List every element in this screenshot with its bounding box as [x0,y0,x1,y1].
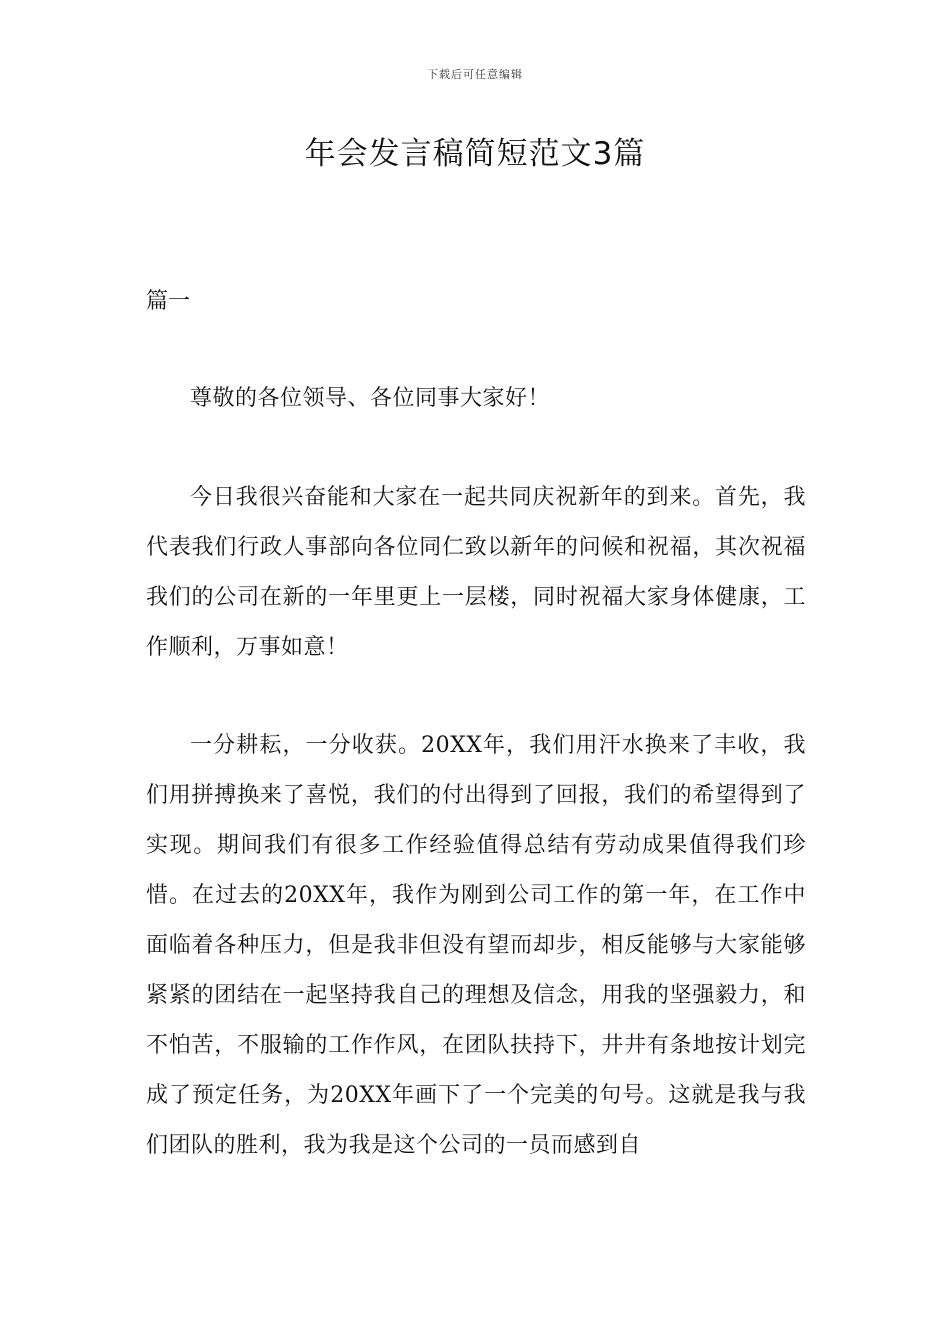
section-label: 篇一 [146,289,191,314]
paragraph-greeting: 尊敬的各位领导、各位同事大家好！ [190,386,551,411]
paragraph-year-review: 一分耕耘，一分收获。20XX年，我们用汗水换来了丰收，我们用拼搏换来了喜悦，我们的付出得到了回报，我们的希望得到了实现。期间我们有很多工作经验值得总结有劳动成果值得我们珍惜。在过去的20XX年，我作为刚到公司工作的第一年，在工作中面临着各种压力，但是我非但没有望而却步，相反能够与大家能够紧紧的团结在一起坚持我自己的理想及信念，用我的坚强毅力，和不怕苦，不服输的工作作风，在团队扶持下，井井有条地按计划完成了预定任务，为20XX年画下了一个完美的句号。这就是我与我们团队的胜利，我为我是这个公司的一员而感到自 [146,733,806,1158]
header-note: 下载后可任意编辑 [427,68,523,81]
paragraph-new-year-wishes: 今日我很兴奋能和大家在一起共同庆祝新年的到来。首先，我代表我们行政人事部向各位同仁致以新年的问候和祝福，其次祝福我们的公司在新的一年里更上一层楼，同时祝福大家身体健康，工作顺利，万事如意！ [146,485,806,660]
document-title: 年会发言稿简短范文3篇 [304,136,646,172]
